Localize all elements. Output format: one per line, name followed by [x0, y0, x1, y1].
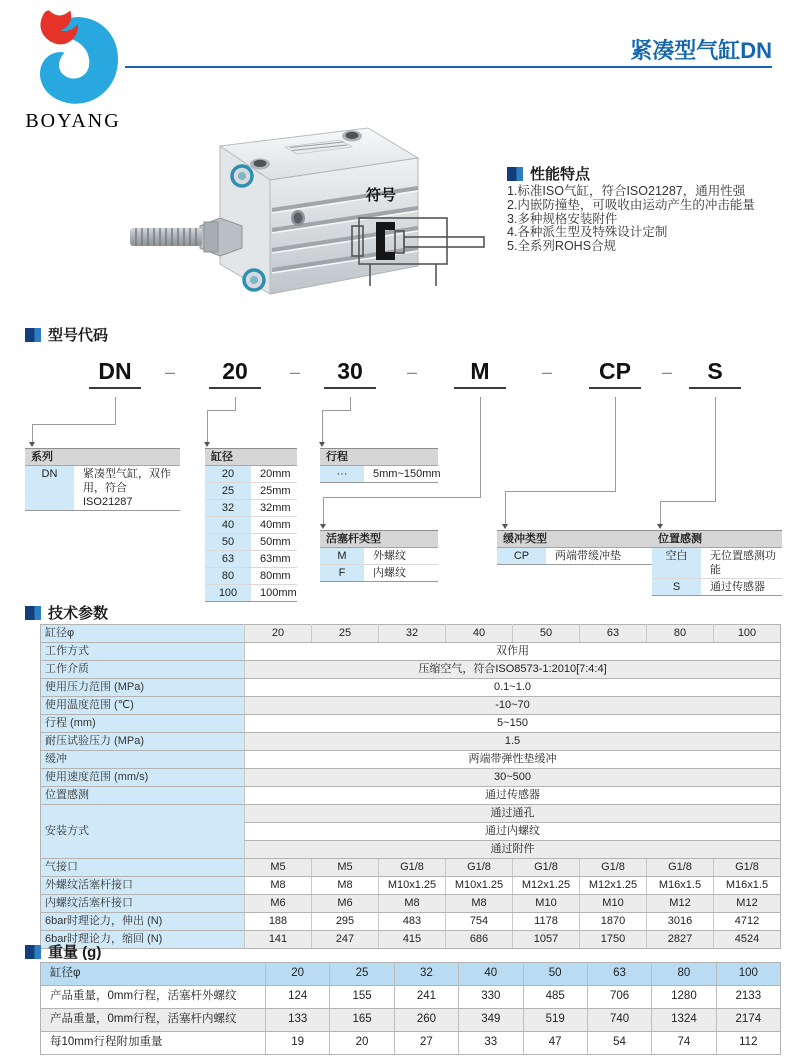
- code-separator: –: [164, 362, 176, 382]
- spec-row: [41, 715, 781, 733]
- spec-value: G1/8: [580, 859, 647, 877]
- weight-value: 54: [587, 1032, 651, 1055]
- brand-logo-icon: [16, 6, 131, 108]
- spec-value: M12x1.25: [513, 877, 580, 895]
- spec-value: 25: [312, 625, 379, 643]
- weight-value: 740: [587, 1009, 651, 1032]
- sensing-table: [652, 530, 782, 596]
- weight-value: 155: [330, 986, 394, 1009]
- section-marker-icon: [507, 167, 523, 181]
- weight-bore: 63: [587, 963, 651, 986]
- spec-value: 20: [245, 625, 312, 643]
- spec-value: M8: [245, 877, 312, 895]
- spec-value: 32: [379, 625, 446, 643]
- model-code-segment: M: [454, 358, 506, 389]
- spec-value: M5: [245, 859, 312, 877]
- weight-row: [41, 986, 781, 1009]
- brand-name: BOYANG: [25, 110, 121, 132]
- mini-table-desc: 25mm: [251, 483, 297, 499]
- mini-table-code: S: [652, 579, 701, 595]
- model-code-segment: DN: [89, 358, 141, 389]
- spec-value: G1/8: [379, 859, 446, 877]
- model-code-segment: 30: [324, 358, 376, 389]
- mini-table-code: F: [320, 565, 364, 581]
- spec-label: 6bar时理论力，缩回 (N): [41, 931, 245, 949]
- mini-table-code: ···: [320, 466, 364, 482]
- section-marker-icon: [25, 606, 41, 620]
- spec-value: M16x1.5: [714, 877, 781, 895]
- spec-value: 4712: [714, 913, 781, 931]
- spec-value: M8: [379, 895, 446, 913]
- section-marker-icon: [25, 328, 41, 342]
- mini-table-desc: 20mm: [251, 466, 297, 482]
- code-separator: –: [541, 362, 553, 382]
- spec-row: [41, 643, 781, 661]
- mini-table-code: 32: [205, 500, 251, 516]
- mini-table-code: 20: [205, 466, 251, 482]
- weight-value: 27: [394, 1032, 458, 1055]
- spec-label: 6bar时理论力，伸出 (N): [41, 913, 245, 931]
- features-section-header: [507, 163, 590, 184]
- spec-value: 通过传感器: [245, 787, 781, 805]
- spec-row: [41, 787, 781, 805]
- spec-value: 188: [245, 913, 312, 931]
- mini-table-code: DN: [25, 466, 74, 510]
- weight-bore: 80: [652, 963, 716, 986]
- spec-value: 100: [714, 625, 781, 643]
- mini-table-row: [652, 548, 782, 579]
- mini-table-title: 缸径: [205, 448, 297, 466]
- spec-label: 气接口: [41, 859, 245, 877]
- mini-table-code: 空白: [652, 548, 701, 578]
- cushion-table: [497, 530, 652, 565]
- weight-value: 33: [459, 1032, 523, 1055]
- spec-value: M8: [312, 877, 379, 895]
- spec-row: [41, 877, 781, 895]
- code-separator: –: [406, 362, 418, 382]
- spec-value: 1750: [580, 931, 647, 949]
- mini-table-desc: 内螺纹: [364, 565, 438, 581]
- weight-value: 112: [716, 1032, 780, 1055]
- mini-table-desc: 5mm~150mm: [364, 466, 445, 482]
- spec-value: 295: [312, 913, 379, 931]
- mini-table-desc: 80mm: [251, 568, 297, 584]
- spec-value: 141: [245, 931, 312, 949]
- feature-item: 2.内嵌防撞垫，可吸收由运动产生的冲击能量: [507, 197, 755, 212]
- pneumatic-cylinder-symbol-icon: [348, 210, 490, 290]
- spec-value: M12: [714, 895, 781, 913]
- spec-row: [41, 769, 781, 787]
- weight-bore: 20: [266, 963, 330, 986]
- weight-value: 47: [523, 1032, 587, 1055]
- mini-table-row: [497, 548, 652, 564]
- spec-label: 耐压试验压力 (MPa): [41, 733, 245, 751]
- mini-table-row: [205, 517, 297, 534]
- spec-value: M6: [245, 895, 312, 913]
- spec-value: 压缩空气，符合ISO8573-1:2010[7:4:4]: [245, 661, 781, 679]
- spec-value: 两端带弹性垫缓冲: [245, 751, 781, 769]
- spec-value: M16x1.5: [647, 877, 714, 895]
- spec-value: 2827: [647, 931, 714, 949]
- mini-table-code: 63: [205, 551, 251, 567]
- mini-table-row: [320, 466, 441, 482]
- spec-value: M10: [513, 895, 580, 913]
- spec-row: [41, 859, 781, 877]
- series-table: [25, 448, 180, 511]
- spec-value: G1/8: [714, 859, 781, 877]
- weight-value: 260: [394, 1009, 458, 1032]
- bore-table: [205, 448, 297, 602]
- model-code-segment: 20: [209, 358, 261, 389]
- spec-label: 行程 (mm): [41, 715, 245, 733]
- weight-value: 1324: [652, 1009, 716, 1032]
- feature-item: 4.各种派生型及特殊设计定制: [507, 225, 668, 240]
- weight-row: [41, 1009, 781, 1032]
- spec-row: [41, 679, 781, 697]
- spec-label: 外螺纹活塞杆接口: [41, 877, 245, 895]
- weight-value: 124: [266, 986, 330, 1009]
- mini-table-row: [652, 579, 782, 595]
- spec-label: 内螺纹活塞杆接口: [41, 895, 245, 913]
- weight-row: [41, 1032, 781, 1055]
- spec-value: 通过通孔: [245, 805, 781, 823]
- weight-value: 19: [266, 1032, 330, 1055]
- spec-row: [41, 661, 781, 679]
- weight-bore: 100: [716, 963, 780, 986]
- spec-row: [41, 931, 781, 949]
- mini-table-title: 活塞杆类型: [320, 530, 438, 548]
- spec-value: 通过附件: [245, 841, 781, 859]
- spec-value: 686: [446, 931, 513, 949]
- features-title: 性能特点: [530, 166, 591, 183]
- spec-value: -10~70: [245, 697, 781, 715]
- spec-label: 工作介质: [41, 661, 245, 679]
- spec-value: 0.1~1.0: [245, 679, 781, 697]
- mini-table-row: [320, 565, 438, 581]
- mini-table-title: 系列: [25, 448, 180, 466]
- weight-table: [40, 962, 781, 1055]
- mini-table-desc: 无位置感测功能: [701, 548, 782, 578]
- mini-table-row: [205, 534, 297, 551]
- spec-value: G1/8: [513, 859, 580, 877]
- mini-table-title: 位置感测: [652, 530, 782, 548]
- mini-table-title: 缓冲类型: [497, 530, 652, 548]
- weight-bore: 25: [330, 963, 394, 986]
- weight-value: 349: [459, 1009, 523, 1032]
- weight-bore: 32: [394, 963, 458, 986]
- spec-label: 使用温度范围 (℃): [41, 697, 245, 715]
- mini-table-desc: 两端带缓冲垫: [546, 548, 652, 564]
- spec-value: 50: [513, 625, 580, 643]
- spec-value: M6: [312, 895, 379, 913]
- spec-row: [41, 697, 781, 715]
- model-code-segment: CP: [589, 358, 641, 389]
- spec-value: 30~500: [245, 769, 781, 787]
- mini-table-desc: 50mm: [251, 534, 297, 550]
- spec-label: 安装方式: [41, 805, 245, 859]
- weight-value: 1280: [652, 986, 716, 1009]
- mini-table-row: [205, 585, 297, 601]
- specs-table: [40, 624, 781, 949]
- weight-value: 2133: [716, 986, 780, 1009]
- spec-value: 40: [446, 625, 513, 643]
- spec-value: M8: [446, 895, 513, 913]
- mini-table-title: 行程: [320, 448, 438, 466]
- section-marker-icon: [25, 945, 41, 959]
- code-separator: –: [289, 362, 301, 382]
- weight-label: 每10mm行程附加重量: [41, 1032, 266, 1055]
- symbol-label: 符号: [366, 187, 397, 204]
- mini-table-desc: 32mm: [251, 500, 297, 516]
- weight-value: 519: [523, 1009, 587, 1032]
- mini-table-row: [205, 568, 297, 585]
- weight-bore: 50: [523, 963, 587, 986]
- mini-table-code: 50: [205, 534, 251, 550]
- mini-table-code: 25: [205, 483, 251, 499]
- spec-value: M10: [580, 895, 647, 913]
- weight-label: 产品重量，0mm行程，活塞杆外螺纹: [41, 986, 266, 1009]
- spec-label: 缓冲: [41, 751, 245, 769]
- spec-value: G1/8: [446, 859, 513, 877]
- mini-table-code: 80: [205, 568, 251, 584]
- mini-table-desc: 通过传感器: [701, 579, 782, 595]
- spec-row: [41, 625, 781, 643]
- spec-row: [41, 751, 781, 769]
- weight-value: 2174: [716, 1009, 780, 1032]
- feature-item: 1.标准ISO气缸，符合ISO21287，通用性强: [507, 184, 746, 198]
- spec-row: [41, 805, 781, 823]
- spec-label: 使用速度范围 (mm/s): [41, 769, 245, 787]
- title-underline: [125, 66, 772, 68]
- mini-table-row: [25, 466, 180, 510]
- stroke-table: [320, 448, 441, 483]
- mini-table-row: [205, 551, 297, 568]
- spec-value: 80: [647, 625, 714, 643]
- spec-label: 位置感测: [41, 787, 245, 805]
- weight-value: 330: [459, 986, 523, 1009]
- model-code-section-header: [25, 324, 108, 345]
- spec-value: G1/8: [647, 859, 714, 877]
- mini-table-desc: 100mm: [251, 585, 301, 601]
- weight-section-header: [25, 941, 101, 962]
- code-separator: –: [661, 362, 673, 382]
- spec-value: 4524: [714, 931, 781, 949]
- spec-label: 缸径φ: [41, 625, 245, 643]
- weight-value: 133: [266, 1009, 330, 1032]
- spec-value: 415: [379, 931, 446, 949]
- rod-type-table: [320, 530, 438, 582]
- spec-label: 使用压力范围 (MPa): [41, 679, 245, 697]
- specs-title: 技术参数: [48, 605, 109, 622]
- spec-value: 1870: [580, 913, 647, 931]
- spec-value: M12: [647, 895, 714, 913]
- mini-table-row: [205, 500, 297, 517]
- mini-table-code: M: [320, 548, 364, 564]
- weight-header-label: 缸径φ: [41, 963, 266, 986]
- spec-value: 1178: [513, 913, 580, 931]
- spec-row: [41, 733, 781, 751]
- spec-value: M10x1.25: [446, 877, 513, 895]
- spec-value: 3016: [647, 913, 714, 931]
- weight-header-row: [41, 963, 781, 986]
- mini-table-desc: 40mm: [251, 517, 297, 533]
- mini-table-code: 40: [205, 517, 251, 533]
- spec-value: M12x1.25: [580, 877, 647, 895]
- specs-section-header: [25, 602, 108, 623]
- weight-label: 产品重量，0mm行程，活塞杆内螺纹: [41, 1009, 266, 1032]
- spec-value: 483: [379, 913, 446, 931]
- spec-value: M10x1.25: [379, 877, 446, 895]
- feature-item: 3.多种规格安装附件: [507, 211, 618, 226]
- weight-value: 241: [394, 986, 458, 1009]
- feature-item: 5.全系列ROHS合规: [507, 239, 617, 254]
- weight-bore: 40: [459, 963, 523, 986]
- spec-value: 63: [580, 625, 647, 643]
- weight-value: 74: [652, 1032, 716, 1055]
- model-code-title: 型号代码: [48, 327, 109, 344]
- spec-label: 工作方式: [41, 643, 245, 661]
- spec-row: [41, 913, 781, 931]
- spec-value: 双作用: [245, 643, 781, 661]
- weight-title: 重量 (g): [48, 944, 102, 961]
- features-list: [507, 185, 797, 254]
- mini-table-row: [320, 548, 438, 565]
- spec-value: 5~150: [245, 715, 781, 733]
- model-code-segment: S: [689, 358, 741, 389]
- spec-value: 通过内螺纹: [245, 823, 781, 841]
- mini-table-desc: 外螺纹: [364, 548, 438, 564]
- mini-table-code: 100: [205, 585, 251, 601]
- spec-value: 247: [312, 931, 379, 949]
- spec-value: 1057: [513, 931, 580, 949]
- spec-value: M5: [312, 859, 379, 877]
- mini-table-code: CP: [497, 548, 546, 564]
- mini-table-desc: 紧凑型气缸，双作用，符合ISO21287: [74, 466, 180, 510]
- weight-value: 706: [587, 986, 651, 1009]
- mini-table-row: [205, 466, 297, 483]
- page-title: 紧凑型气缸DN: [630, 38, 772, 63]
- weight-value: 20: [330, 1032, 394, 1055]
- spec-value: 1.5: [245, 733, 781, 751]
- spec-value: 754: [446, 913, 513, 931]
- weight-value: 485: [523, 986, 587, 1009]
- mini-table-desc: 63mm: [251, 551, 297, 567]
- spec-row: [41, 895, 781, 913]
- weight-value: 165: [330, 1009, 394, 1032]
- mini-table-row: [205, 483, 297, 500]
